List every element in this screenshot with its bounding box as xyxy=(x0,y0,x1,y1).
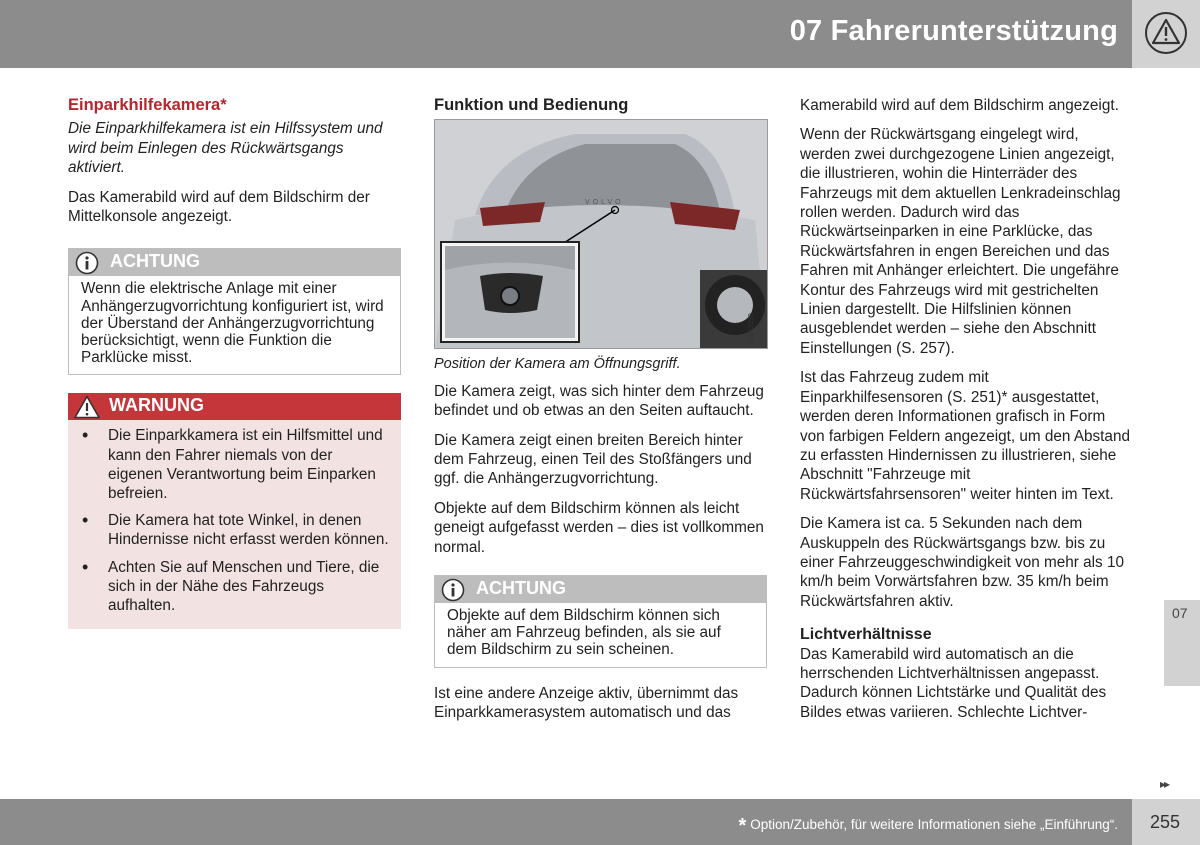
footnote-star: * xyxy=(738,815,747,837)
section-title: Einparkhilfekamera* xyxy=(68,96,227,114)
header-icon-box xyxy=(1132,0,1200,68)
list-item: • Die Kamera hat tote Winkel, in denen Hindernisse nicht erfasst werden können. xyxy=(108,511,391,549)
paragraph: Wenn der Rückwärtsgang eingelegt wird, werden zwei durchgezogene Linien angezeigt, die illustrieren, wohin die Hinterräder des Fahrzeugs mit dem aktuellen Lenkradeinschlag rollen werden. Dadurch wird das Rückwärtseinparken in eine Parklücke, das Rückwärtsfahren in engen Bereichen und das Fahren mit Anhänger erleichtert. Die ungefähre Kontur des Fahrzeugs wird mit gestrichelten Linien dargestellt. Die Hilfslinien können ausgeblendet werden – siehe den Abschnitt Einstellungen (S. 257). xyxy=(800,126,1121,357)
warnung-box xyxy=(68,393,401,629)
chapter-title: 07 Fahrerunterstützung xyxy=(789,15,1118,47)
achtung-label: ACHTUNG xyxy=(476,578,566,599)
list-item: • Achten Sie auf Menschen und Tiere, die sich in der Nähe des Fahrzeugs aufhalten. xyxy=(108,558,391,616)
paragraph: Die Kamera zeigt, was sich hinter dem Fahrzeug befindet und ob etwas an den Seiten auftaucht. xyxy=(434,382,764,420)
achtung-label: ACHTUNG xyxy=(110,251,200,272)
achtung-text: Objekte auf dem Bildschirm können sich näher am Fahrzeug befinden, als sie auf dem Bildschirm zu sein scheinen. xyxy=(447,607,721,659)
paragraph: Das Kamerabild wird automatisch an die herrschenden Lichtverhältnissen angepasst. Dadurch können Lichtstärke und Qualität des Bildes etwas variieren. Schlechte Lichtver- xyxy=(800,645,1107,721)
car-illustration xyxy=(435,120,767,348)
footnote xyxy=(738,815,1118,838)
chapter-tab-label: 07 xyxy=(1172,605,1188,621)
page-number: 255 xyxy=(1150,812,1181,832)
warnung-header xyxy=(68,393,401,420)
column-right xyxy=(800,96,1133,732)
warnung-list xyxy=(68,420,401,629)
intro-text: Die Einparkhilfekamera ist ein Hilfssystem und wird beim Einlegen des Rückwärtsgangs aktiviert. xyxy=(68,120,383,177)
subheading: Lichtverhältnisse xyxy=(800,626,932,644)
section-heading: Funktion und Bedienung xyxy=(434,96,629,114)
achtung-box xyxy=(68,248,401,375)
info-icon xyxy=(75,251,99,275)
achtung-header xyxy=(435,576,766,603)
column-middle xyxy=(434,96,767,732)
paragraph: Die Kamera zeigt einen breiten Bereich hinter dem Fahrzeug, einen Teil des Stoßfängers und ggf. die Anhängerzugvorrichtung. xyxy=(434,431,752,488)
car-logo: VOLVO xyxy=(585,199,624,207)
image-code: G043990 xyxy=(748,313,755,343)
list-item: • Die Einparkkamera ist ein Hilfsmittel und kann den Fahrer niemals von der eigenen Verantwortung beim Einparken befreien. xyxy=(108,426,391,503)
paragraph: Ist das Fahrzeug zudem mit Einparkhilfesensoren (S. 251)* ausgestattet, werden deren Informationen grafisch in Form von farbigen Feldern angezeigt, um den Abstand zu erfassten Hindernissen zu illustrieren, siehe Abschnitt "Fahrzeuge mit Rückwärtsfahrsensoren" weiter hinten im Text. xyxy=(800,369,1130,503)
warning-triangle-icon xyxy=(1144,12,1188,54)
achtung-header xyxy=(69,249,400,276)
page-footer xyxy=(0,799,1132,845)
warnung-label: WARNUNG xyxy=(109,395,204,416)
paragraph: Kamerabild wird auf dem Bildschirm angezeigt. xyxy=(800,97,1119,114)
column-left xyxy=(68,96,401,645)
chapter-tab xyxy=(1164,600,1200,686)
paragraph: Objekte auf dem Bildschirm können als leicht geneigt aufgefasst werden – dies ist vollkommen normal. xyxy=(434,499,764,556)
continue-arrows-icon: ▸▸ xyxy=(1160,777,1169,791)
car-rear-photo xyxy=(434,119,768,349)
footnote-text: Option/Zubehör, für weitere Informationen siehe „Einführung“. xyxy=(750,817,1118,832)
chapter-header xyxy=(0,0,1132,68)
image-caption: Position der Kamera am Öffnungsgriff. xyxy=(434,356,681,373)
achtung-text: Wenn die elektrische Anlage mit einer Anhängerzugvorrichtung konfiguriert ist, wird der Überstand der Anhängerzugvorrichtung berücksichtigt, wenn die Funktion die Parklücke misst. xyxy=(81,280,384,367)
achtung-box xyxy=(434,575,767,668)
warning-triangle-icon xyxy=(74,395,100,419)
paragraph: Ist eine andere Anzeige aktiv, übernimmt das Einparkkamerasystem automatisch und das xyxy=(434,684,739,722)
page-number-box xyxy=(1132,799,1200,845)
paragraph: Die Kamera ist ca. 5 Sekunden nach dem Auskuppeln des Rückwärtsgangs bzw. bis zu einer Fahrzeuggeschwindigkeit von mehr als 10 km/h beim Vorwärtsfahren bzw. 35 km/h beim Rückwärtsfahren aktiv. xyxy=(800,515,1124,610)
paragraph: Das Kamerabild wird auf dem Bildschirm der Mittelkonsole angezeigt. xyxy=(68,188,370,226)
info-icon xyxy=(441,578,465,602)
